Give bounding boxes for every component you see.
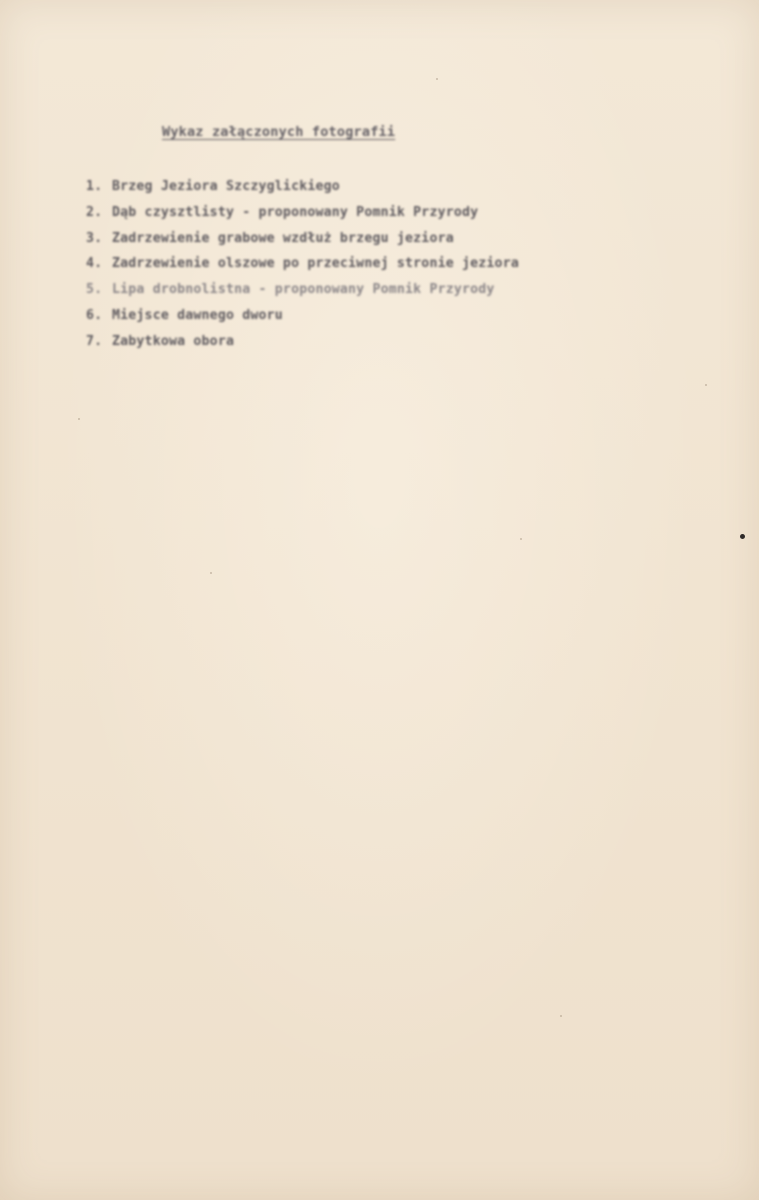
item-text: Miejsce dawnego dworu [112, 307, 283, 323]
paper-dust [705, 384, 707, 386]
paper-dust [436, 78, 438, 80]
photo-list [86, 174, 686, 355]
item-text: Brzeg Jeziora Szczyglickiego [112, 179, 340, 194]
item-text: Lipa drobnolistna - proponowany Pomnik Przyrody [112, 282, 495, 298]
document-title: Wykaz załączonych fotografii [162, 124, 396, 140]
paper-speck [740, 534, 745, 539]
paper-dust [78, 418, 80, 420]
list-item [86, 174, 686, 200]
item-number: 2. [86, 204, 103, 220]
typed-document [86, 124, 686, 355]
list-item [86, 226, 686, 252]
item-text: Zadrzewienie grabowe wzdłuż brzegu jeziora [112, 230, 454, 246]
list-item [86, 200, 686, 226]
paper-dust [560, 1015, 562, 1017]
item-text: Zadrzewienie olszowe po przeciwnej stronie jeziora [112, 256, 519, 272]
list-item [86, 303, 686, 329]
list-item [86, 251, 686, 277]
paper-dust [520, 538, 522, 540]
item-number: 7. [86, 333, 103, 349]
item-number: 4. [86, 256, 103, 272]
item-number: 3. [86, 230, 103, 246]
item-number: 5. [86, 282, 103, 298]
list-item [86, 277, 686, 303]
item-text: Zabytkowa obora [112, 333, 235, 349]
item-number: 6. [86, 307, 103, 323]
list-item [86, 329, 686, 355]
item-number: 1. [86, 179, 103, 194]
paper-dust [210, 572, 212, 574]
item-text: Dąb czysztlisty - proponowany Pomnik Przyrody [112, 204, 479, 220]
